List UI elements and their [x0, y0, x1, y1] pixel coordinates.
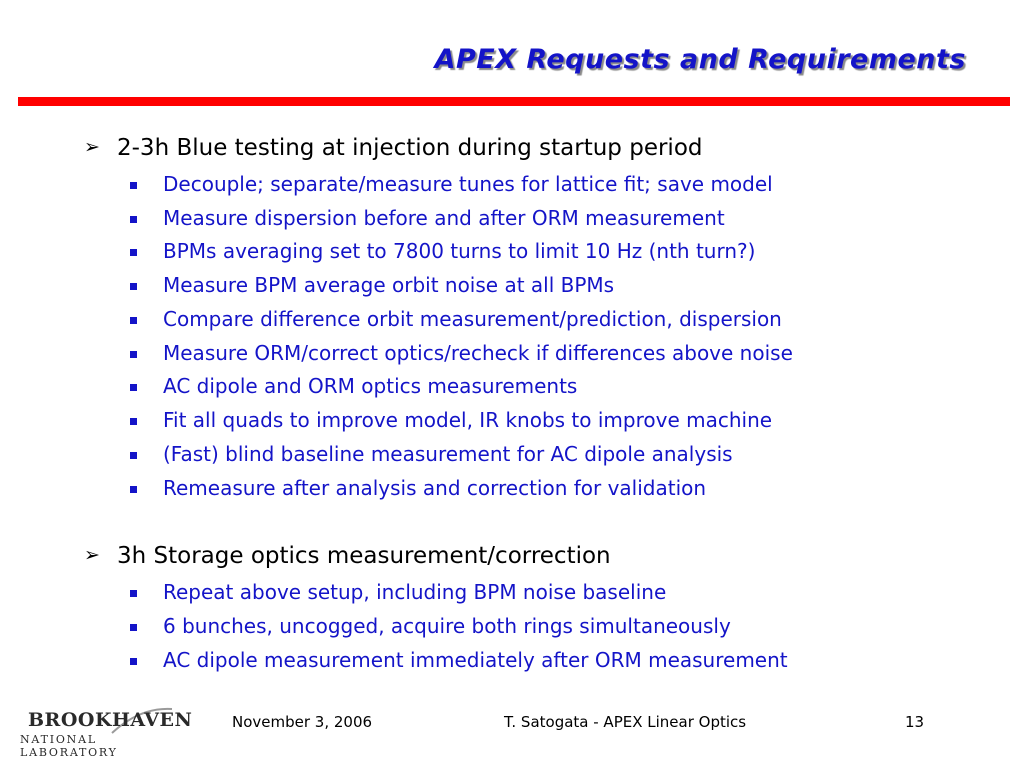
brookhaven-logo [20, 705, 195, 759]
logo-wordmark: BROOKHAVEN [28, 709, 193, 731]
square-bullet-icon [130, 216, 137, 223]
slide-title: APEX Requests and Requirements [434, 44, 966, 75]
square-bullet-icon [130, 486, 137, 493]
logo-subtitle: NATIONAL LABORATORY [20, 733, 118, 759]
square-bullet-icon [130, 317, 137, 324]
square-bullet-icon [130, 283, 137, 290]
page-number: 13 [905, 713, 925, 731]
square-bullet-icon [130, 384, 137, 391]
square-bullet-icon [130, 182, 137, 189]
footer-date: November 3, 2006 [232, 713, 373, 731]
square-bullet-icon [130, 418, 137, 425]
square-bullet-icon [130, 249, 137, 256]
arrow-bullet-icon: ➢ [84, 136, 100, 158]
square-bullet-icon [130, 351, 137, 358]
square-bullet-icon [130, 624, 137, 631]
arrow-bullet-icon: ➢ [84, 544, 100, 566]
square-bullet-icon [130, 452, 137, 459]
slide-body: ➢ 2-3h Blue testing at injection during startup period Decouple; separate/measure tunes for lattice fit; save model Measure dispersion before and after ORM measurement BPMs averaging set to 7800 turns to limit 10 Hz (nth turn?) Measure BPM average orbit noise at all BPMs Compare difference orbit measurement/prediction, dispersion Measure ORM/correct optics/recheck if differences above noise AC dipole and ORM optics measurements Fit all quads to improve model, IR knobs to improve machine (Fast) blind baseline measurement for AC dipole analysis Remeasure after analysis and correction for validation ➢ 3h Storage optics measurement/correction Repeat above setup, including BPM noise baseline 6 bunches, uncogged, acquire both rings simultaneously AC dipole measurement immediately after ORM measurement [84, 135, 793, 672]
square-bullet-icon [130, 590, 137, 597]
footer-author-talk: T. Satogata - APEX Linear Optics [504, 713, 747, 731]
square-bullet-icon [130, 658, 137, 665]
